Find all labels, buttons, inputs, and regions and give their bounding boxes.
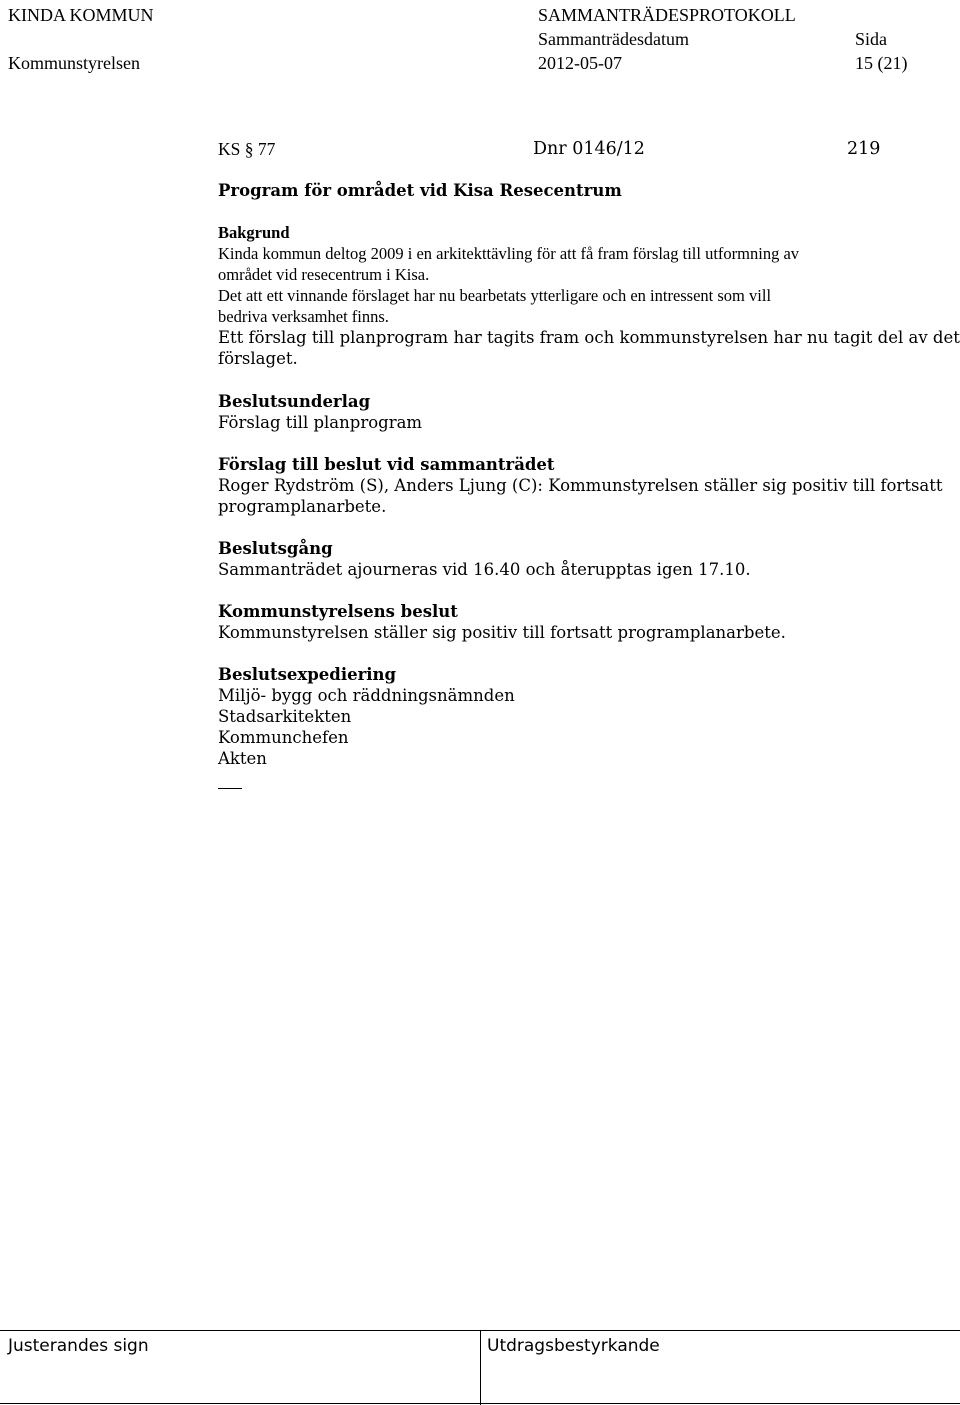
section-beslutsgang	[218, 538, 938, 580]
body-line: förslaget.	[218, 349, 298, 368]
section-beslutsunderlag	[218, 391, 938, 433]
recipient: Stadsarkitekten	[218, 707, 352, 726]
recipient: Kommunchefen	[218, 728, 349, 747]
unit-name: Kommunstyrelsen	[8, 53, 140, 73]
section-expediering	[218, 664, 938, 769]
section-heading: Kommunstyrelsens beslut	[218, 602, 458, 621]
date-label: Sammanträdesdatum	[538, 29, 689, 49]
body-line: bedriva verksamhet finns.	[218, 307, 389, 326]
doc-type: SAMMANTRÄDESPROTOKOLL	[538, 5, 796, 25]
body-line: Kinda kommun deltog 2009 i en arkitekttävling för att få fram förslag till utformning av	[218, 244, 800, 263]
section-heading: Förslag till beslut vid sammanträdet	[218, 455, 555, 474]
body-line: Sammanträdet ajourneras vid 16.40 och återupptas igen 17.10.	[218, 560, 751, 579]
recipient: Akten	[218, 749, 267, 768]
item-dnr: Dnr 0146/12	[533, 139, 645, 159]
body-line: Roger Rydström (S), Anders Ljung (C): Kommunstyrelsen ställer sig positiv till fortsatt	[218, 476, 943, 495]
section-heading: Beslutsexpediering	[218, 665, 397, 684]
end-dash	[218, 788, 242, 789]
body-line: Det att ett vinnande förslaget har nu bearbetats ytterligare och en intressent som vill	[218, 286, 772, 305]
section-heading: Bakgrund	[218, 223, 290, 242]
recipient: Miljö- bygg och räddningsnämnden	[218, 686, 515, 705]
body-line: området vid resecentrum i Kisa.	[218, 265, 430, 284]
item-number: 219	[847, 139, 881, 159]
utdragsbestyrkande-label: Utdragsbestyrkande	[487, 1336, 660, 1356]
body-line: Ett förslag till planprogram har tagits fram och kommunstyrelsen har nu tagit del av det	[218, 328, 960, 347]
justerandes-sign-label: Justerandes sign	[8, 1336, 149, 1356]
section-forslag	[218, 454, 943, 517]
page-label: Sida	[855, 29, 888, 49]
body-line: Förslag till planprogram	[218, 413, 423, 432]
section-beslut	[218, 601, 938, 643]
meeting-date: 2012-05-07	[538, 53, 622, 73]
section-bakgrund	[218, 222, 960, 369]
item-paragraph: KS § 77	[218, 139, 276, 159]
section-heading: Beslutsunderlag	[218, 392, 371, 411]
page-number: 15 (21)	[855, 53, 908, 73]
body-line: programplanarbete.	[218, 497, 387, 516]
signature-footer	[0, 1330, 960, 1404]
footer-divider	[480, 1331, 481, 1405]
item-title: Program för området vid Kisa Resecentrum	[218, 181, 622, 200]
section-heading: Beslutsgång	[218, 539, 333, 558]
body-line: Kommunstyrelsen ställer sig positiv till fortsatt programplanarbete.	[218, 623, 786, 642]
org-name: KINDA KOMMUN	[8, 5, 154, 25]
